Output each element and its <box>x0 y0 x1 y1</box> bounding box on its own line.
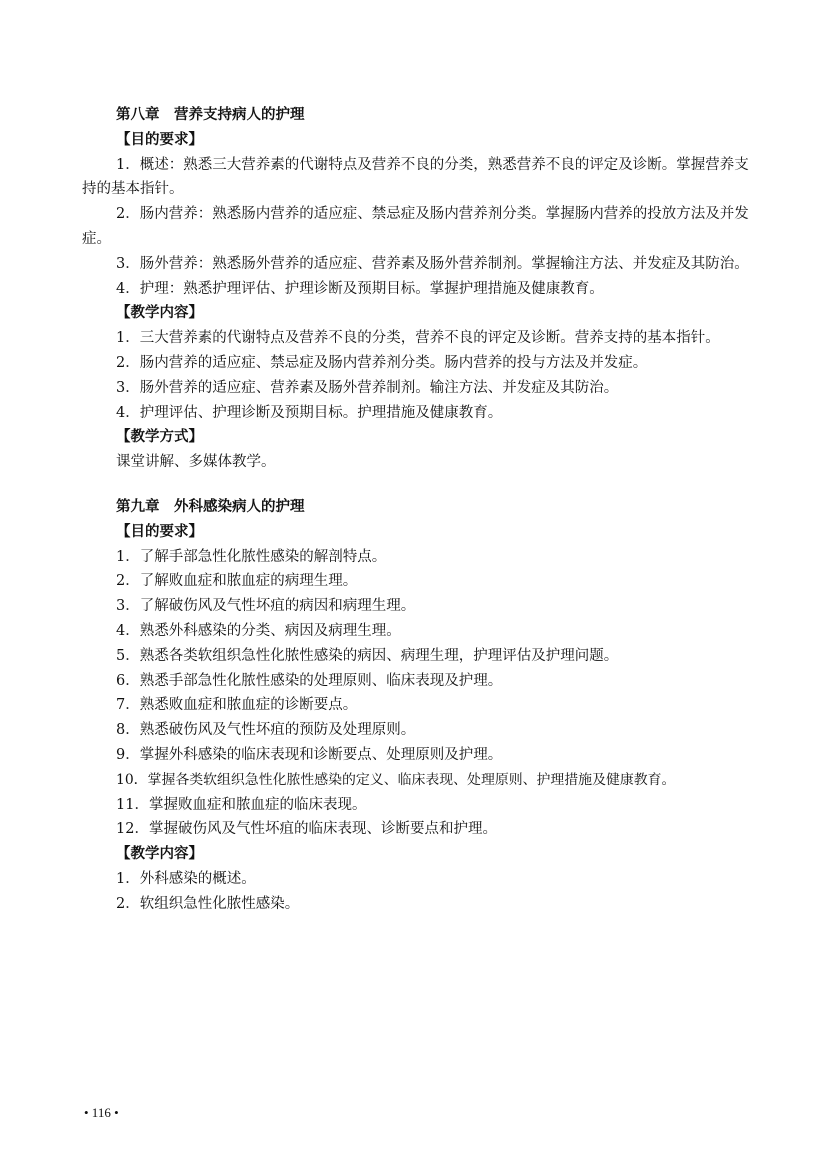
ch9-objective-item: 1．了解手部急性化脓性感染的解剖特点。 <box>116 548 387 565</box>
ch8-content-item: 4．护理评估、护理诊断及预期目标。护理措施及健康教育。 <box>116 404 503 421</box>
chapter-gap <box>82 475 750 495</box>
ch8-content-heading: 【教学内容】 <box>116 305 203 322</box>
ch9-objective-item: 4．熟悉外科感染的分类、病因及病理生理。 <box>116 622 401 639</box>
ch8-objective-item: 1．概述：熟悉三大营养素的代谢特点及营养不良的分类，熟悉营养不良的评定及诊断。掌握营养支持的基本指针。 <box>82 156 749 198</box>
ch8-content-item: 3．肠外营养的适应症、营养素及肠外营养制剂。输注方法、并发症及其防治。 <box>116 379 619 396</box>
ch9-objective-item: 8．熟悉破伤风及气性坏疽的预防及处理原则。 <box>116 722 416 739</box>
ch9-objective-item: 3．了解破伤风及气性坏疽的病因和病理生理。 <box>116 598 416 615</box>
ch9-content-item: 1．外科感染的概述。 <box>116 870 256 887</box>
ch8-objective-item: 3．肠外营养：熟悉肠外营养的适应症、营养素及肠外营养制剂。掌握输注方法、并发症及其防治。 <box>116 255 749 272</box>
ch8-content-item: 1．三大营养素的代谢特点及营养不良的分类，营养不良的评定及诊断。营养支持的基本指针。 <box>116 330 720 347</box>
ch9-objective-item: 7．熟悉败血症和脓血症的诊断要点。 <box>116 697 358 714</box>
ch8-method-heading: 【教学方式】 <box>116 429 203 446</box>
ch9-objective-item: 2．了解败血症和脓血症的病理生理。 <box>116 573 358 590</box>
ch9-objectives-heading: 【目的要求】 <box>116 523 203 540</box>
document-page <box>82 103 750 917</box>
ch9-objective-item: 12．掌握破伤风及气性坏疽的临床表现、诊断要点和护理。 <box>116 821 497 838</box>
ch9-objective-item: 6．熟悉手部急性化脓性感染的处理原则、临床表现及护理。 <box>116 672 503 689</box>
chapter-8-title: 第八章 营养支持病人的护理 <box>116 107 305 123</box>
ch9-objective-item: 5．熟悉各类软组织急性化脓性感染的病因、病理生理，护理评估及护理问题。 <box>116 647 619 664</box>
ch8-content-item: 2．肠内营养的适应症、禁忌症及肠内营养剂分类。肠内营养的投与方法及并发症。 <box>116 354 648 371</box>
ch9-objective-item: 9．掌握外科感染的临床表现和诊断要点、处理原则及护理。 <box>116 746 503 763</box>
ch9-content-heading: 【教学内容】 <box>116 846 203 863</box>
ch8-objective-item: 2．肠内营养：熟悉肠内营养的适应症、禁忌症及肠内营养剂分类。掌握肠内营养的投放方法及并发症。 <box>82 206 749 247</box>
page-number: • 116 • <box>84 1105 119 1120</box>
chapter-9-title: 第九章 外科感染病人的护理 <box>116 498 305 515</box>
ch8-objectives-heading: 【目的要求】 <box>116 131 203 148</box>
ch9-content-item: 2．软组织急性化脓性感染。 <box>116 895 300 912</box>
ch9-objective-item: 11．掌握败血症和脓血症的临床表现。 <box>116 796 367 813</box>
ch8-objective-item: 4．护理：熟悉护理评估、护理诊断及预期目标。掌握护理措施及健康教育。 <box>116 280 604 297</box>
ch8-method-text: 课堂讲解、多媒体教学。 <box>116 454 276 471</box>
ch9-objective-item: 10．掌握各类软组织急性化脓性感染的定义、临床表现、处理原则、护理措施及健康教育。 <box>116 771 676 788</box>
